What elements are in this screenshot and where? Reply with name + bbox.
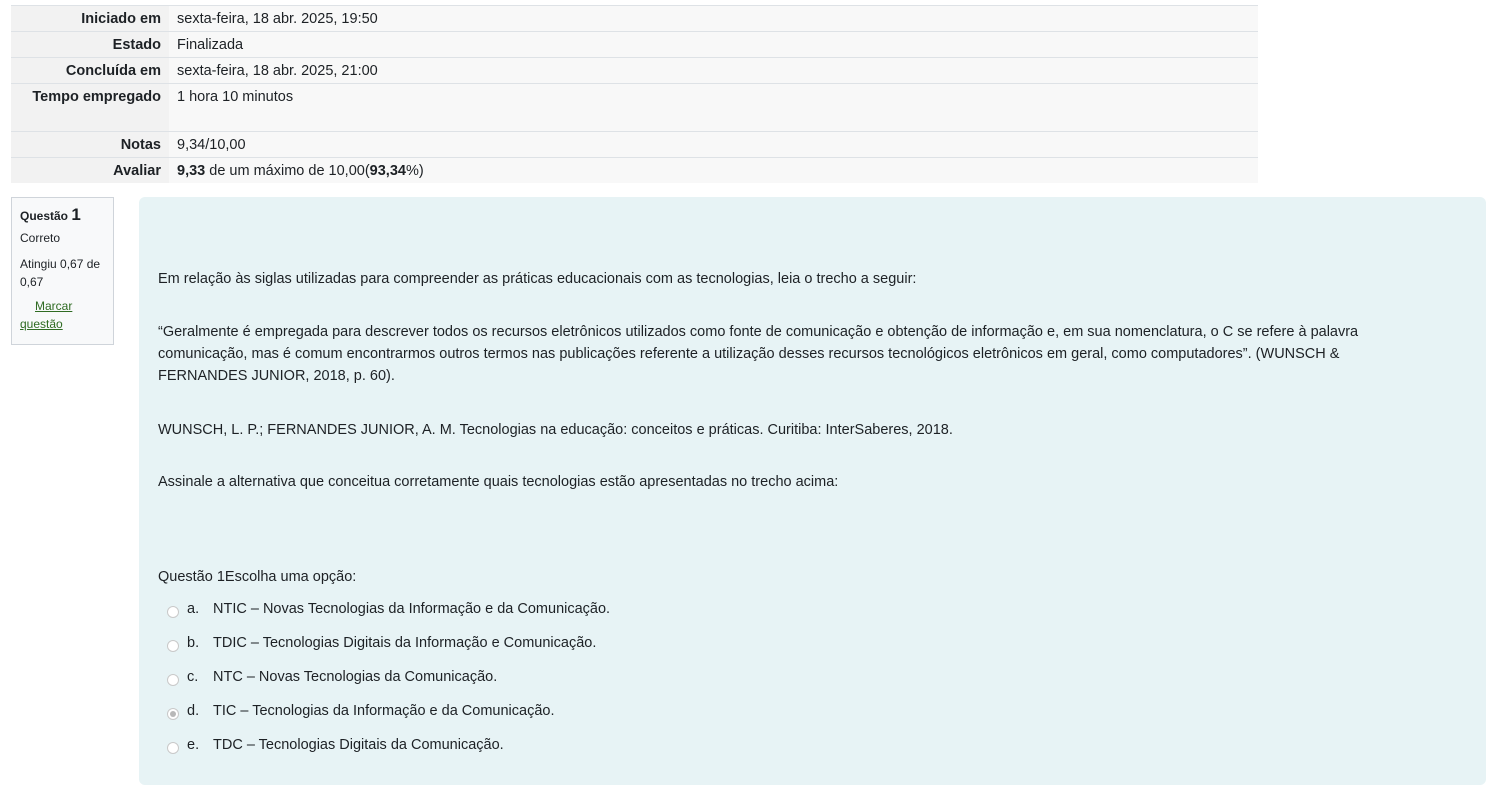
summary-label: Estado: [11, 32, 169, 58]
question-number: [20, 206, 105, 225]
answer-option-e[interactable]: [167, 734, 504, 756]
summary-label: Notas: [11, 132, 169, 158]
option-text: NTC – Novas Tecnologias da Comunicação.: [213, 669, 498, 685]
summary-row-marks: [11, 132, 1258, 158]
option-letter: e.: [187, 737, 200, 753]
grade-middle: de um máximo de 10,00(: [205, 163, 370, 179]
grade-score: 9,33: [177, 163, 206, 179]
radio-button-selected[interactable]: [167, 708, 179, 720]
radio-button[interactable]: [167, 640, 179, 652]
radio-button[interactable]: [167, 742, 179, 754]
summary-label: Iniciado em: [11, 6, 169, 32]
radio-button[interactable]: [167, 606, 179, 618]
radio-button[interactable]: [167, 674, 179, 686]
option-letter: b.: [187, 635, 200, 651]
question-info-panel: [11, 197, 114, 345]
summary-value: Finalizada: [169, 32, 1258, 58]
answer-option-d[interactable]: [167, 700, 554, 722]
option-text: TDC – Tecnologias Digitais da Comunicação.: [213, 737, 504, 753]
answer-option-c[interactable]: [167, 666, 497, 688]
question-content: [139, 197, 1486, 785]
question-text-instruction: Assinale a alternativa que conceitua corretamente quais tecnologias estão apresentadas no trecho acima:: [158, 474, 839, 490]
question-grade: Atingiu 0,67 de 0,67: [20, 257, 101, 289]
summary-label: Avaliar: [11, 158, 169, 184]
grade-suffix: %): [405, 163, 424, 179]
attempt-summary-table: [11, 5, 1258, 183]
question-text-intro: Em relação às siglas utilizadas para compreender as práticas educacionais com as tecnologias, leia o trecho a seguir:: [158, 271, 917, 287]
answer-option-a[interactable]: [167, 598, 610, 620]
summary-label: Concluída em: [11, 58, 169, 84]
question-text-quote: “Geralmente é empregada para descrever todos os recursos eletrônicos utilizados como fonte de comunicação e obtenção de informação e, em sua nomenclatura, o C se refere à palavra comunicação, mas é comum encontrarmos outros termos nas publicações referente a utilização desses recursos tecnológicos eletrônicos em geral, como computadores”. (WUNSCH & FERNANDES JUNIOR, 2018, p. 60).: [158, 324, 1359, 384]
summary-row-completed: [11, 58, 1258, 84]
summary-row-time-taken: [11, 84, 1258, 132]
flag-question-link[interactable]: Marcar questão: [20, 299, 73, 331]
question-state: Correto: [20, 231, 61, 245]
question-number-value: 1: [71, 205, 81, 224]
summary-grade-value: [169, 158, 1258, 184]
answer-option-b[interactable]: [167, 632, 596, 654]
summary-row-started: [11, 6, 1258, 32]
summary-label: Tempo empregado: [11, 84, 169, 132]
option-letter: d.: [187, 703, 200, 719]
grade-percent: 93,34: [369, 163, 406, 179]
summary-row-state: [11, 32, 1258, 58]
summary-value: 1 hora 10 minutos: [169, 84, 1258, 132]
option-letter: a.: [187, 601, 200, 617]
question-text-reference: WUNSCH, L. P.; FERNANDES JUNIOR, A. M. Tecnologias na educação: conceitos e práticas. Curitiba: InterSaberes, 2018.: [158, 422, 953, 438]
summary-value: sexta-feira, 18 abr. 2025, 19:50: [169, 6, 1258, 32]
question-label: Questão: [20, 209, 69, 223]
summary-row-grade: [11, 158, 1258, 184]
option-text: TDIC – Tecnologias Digitais da Informação e Comunicação.: [213, 635, 597, 651]
summary-value: sexta-feira, 18 abr. 2025, 21:00: [169, 58, 1258, 84]
answer-prompt: Questão 1Escolha uma opção:: [158, 569, 357, 585]
option-letter: c.: [187, 669, 199, 685]
option-text: TIC – Tecnologias da Informação e da Comunicação.: [213, 703, 555, 719]
option-text: NTIC – Novas Tecnologias da Informação e da Comunicação.: [213, 601, 611, 617]
summary-value: 9,34/10,00: [169, 132, 1258, 158]
